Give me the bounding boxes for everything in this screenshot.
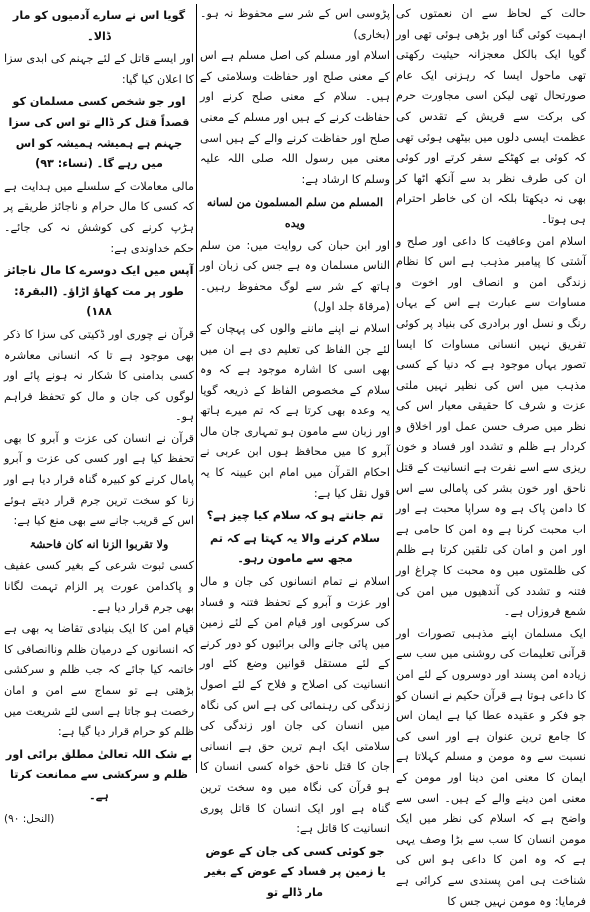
arabic-verse: ولا تقربوا الزنا انه کان فاحشۃ	[29, 536, 169, 551]
paragraph: کسی ثبوت شرعی کے بغیر کسی عفیف و پاکدامن عورت پر الزام تہمت لگانا بھی جرم قرار دیا ہے۔	[4, 559, 194, 614]
arabic-hadith: المسلم من سلم المسلمون من لسانه ویده	[206, 195, 384, 230]
paragraph: قرآن نے چوری اور ڈکیتی کی سزا کا ذکر بھی موجود ہے تا کہ انسانی معاشرہ کسی بدامنی کا شکار نہ ہونے پائے اور لوگوں کی جان و مال کو تحفظ فراہم ہو۔	[4, 327, 194, 424]
paragraph: ایک مسلمان اپنے مذہبی تصورات اور قرآنی تعلیمات کی روشنی میں سب سے زیادہ امن پسند اور دوسروں کے لئے امن کا داعی ہوتا ہے قرآن حکیم نے انسان کو جو فکر و عقیدہ عطا کیا ہے ایمان اس کا جامع ترین عنوان ہے اور اسی کی نسبت سے وہ مومن و مسلم کہلاتا ہے ایمان کا معنی امن دینا اور مومن کے معنی امن دینے والے کے ہیں۔ اسی سے واضح ہے کہ اسلام کی نظر میں ایک مومن انسان کا سب سے بڑا وصف یہی ہے کہ وہ امن کا داعی ہو اس کی شناخت ہی امن پسندی سے کرائی ہے فرمایا: وہ مومن نہیں جس کا	[396, 626, 586, 908]
paragraph: اسلام اور مسلم کی اصل مسلم ہے اس کے معنی صلح اور حفاظت وسلامتی کے ہیں۔ سلام کے معنی صلح کرنے اور حفاظت کرنے کے ہیں اور مسلم کے معنی صلح اور حفاظت کرنے والے کے ہیں اسی معنی میں رسول اللہ صلی اللہ علیہ وسلم کا ارشاد ہے:	[200, 49, 390, 186]
quotation: بے شک اللہ تعالیٰ مطلق برائی اور ظلم و سرکشی سے ممانعت کرتا ہے۔	[5, 747, 193, 802]
quotation: جو کوئی کسی کی جان کے عوض یا زمین پر فساد کے عوض کے بغیر مار ڈالے تو	[204, 844, 386, 899]
column-middle	[200, 4, 390, 899]
verse-reference: (النحل: ۹۰)	[4, 812, 55, 825]
quotation: گویا اس نے سارے آدمیوں کو مار ڈالا۔	[12, 9, 186, 43]
paragraph: مالی معاملات کے سلسلے میں ہدایت ہے کہ کسی کا مال حرام و ناجائز طریقے پر ہڑپ کرنے کی کوشش نہ کی جائے۔ حکم خداوندی ہے:	[4, 179, 194, 255]
newspaper-page	[4, 4, 586, 908]
column-left	[4, 4, 194, 825]
paragraph: اور ایسے قاتل کے لئے جہنم کی ابدی سزا کا اعلان کیا گیا:	[4, 52, 194, 86]
paragraph: اسلام امن وعافیت کا داعی اور صلح و آشتی کا پیامبر مذہب ہے اس کا نظام زندگی امن و انصاف اور اخوت و مساوات سے عبارت ہے اس کے یہاں رنگ و نسل اور برادری کی بنیاد پر کوئی تفریق نہیں انسانی مساوات کا ایسا تصور یہاں موجود ہے کہ دنیا کے کسی مذہب میں اس کی نظیر نہیں ملتی عزت و شرف کا حقیقی معیار اس کی نظر میں صرف حسن عمل اور اخلاق و کردار ہے ظلم و تشدد اور فساد و خون ریزی سے اسے نفرت ہے انسانیت کے قتل ناحق اور خون بشر کی پامالی سے اس کا دامن پاک ہے وہ سراپا محبت ہے اور اب محبت کرنا ہے وہ امن کا حامی ہے اور امن و امان کی تلقین کرتا ہے ظلم کی ظلمتوں میں وہ محبت کا چراغ اور فتنہ و تشدد کی آندھیوں میں امن کی شمع فروزاں ہے۔	[396, 234, 586, 619]
paragraph: قرآن نے انسان کی عزت و آبرو کا بھی تحفظ کیا ہے اور کسی کی عزت و آبرو پامال کرنے کو کبیرہ گناہ قرار دیا ہے اور زنا کو سخت ترین جرم قرار دیتے ہوئے اس کے قریب جانے سے بھی منع کیا ہے:	[4, 431, 194, 528]
paragraph: اسلام نے اپنے ماننے والوں کی پہچان کے لئے جن الفاظ کی تعلیم دی ہے ان میں بھی اسی کا اشارہ موجود ہے کہ وہ سلام کے مخصوص الفاظ کے ذریعہ گویا یہ وعدہ بھی کرتا ہے کہ تم میرے ہاتھ اور زبان سے مامون ہو تمہاری جان مال آبرو کا میں محافظ ہوں ابن عربی نے احکام القرآن میں امام ابن عیینہ کا یہ قول نقل کیا ہے:	[200, 321, 390, 500]
quotation: سلام کرنے والا یہ کہتا ہے کہ تم مجھ سے مامون رہو۔	[209, 531, 381, 566]
column-divider	[196, 4, 197, 773]
column-right	[396, 4, 586, 908]
paragraph: پڑوسی اس کے شر سے محفوظ نہ ہو۔ (بخاری)	[200, 7, 390, 41]
paragraph: اسلام نے تمام انسانوں کی جان و مال اور عزت و آبرو کے تحفظ فتنہ و فساد کی سرکوبی اور قیام امن کے لئے زمین میں پائی جانے والی برائیوں کو دور کرنے کے لئے مستقل قوانین وضع کئے اور انسانیت کی اصلاح و فلاح کے لئے اصول زندگی کی رہنمائی کی ہے اس کی نگاہ میں انسان کی جان اور زندگی کی سلامتی ایک اہم ترین حق ہے انسانی جان کا قتل ناحق خواہ کسی انسان کا ہو قرآن کی نگاہ میں وہ سخت ترین گناہ ہے اور ایک انسان کا قاتل پوری انسانیت کا قاتل ہے:	[200, 575, 390, 836]
paragraph: قیام امن کا ایک بنیادی تقاضا یہ بھی ہے کہ انسانوں کے درمیان ظلم وناانصافی کا خاتمہ کیا جائے کہ جب ظلم و سرکشی بڑھتی ہے تو سماج سے امن و امان رخصت ہو جاتا ہے اسی لئے شریعت میں ظلم کو حرام قرار دیا گیا ہے:	[4, 622, 194, 739]
column-divider	[393, 4, 394, 773]
quotation: تم جانتے ہو کہ سلام کیا چیز ہے؟	[206, 509, 384, 523]
quotation: اور جو شخص کسی مسلمان کو قصداً قتل کر ڈالے تو اس کی سزا جہنم ہے ہمیشہ ہمیشہ کو اس میں رہے گا۔ (نساء: ۹۳)	[8, 95, 190, 171]
paragraph: اور ابن حبان کی روایت میں: من سلم الناس مسلمان وہ ہے جس کی زبان اور ہاتھ کے شر سے لوگ محفوظ رہیں۔ (مرقاۃ جلد اول)	[200, 238, 390, 314]
quotation: آپس میں ایک دوسرے کا مال ناجائز طور پر مت کھاؤ اڑاؤ۔ (البقرۃ: ۱۸۸)	[4, 264, 194, 319]
paragraph: حالت کے لحاظ سے ان نعمتوں کی اہمیت کوئی گنا اور بڑھی ہوئی تھی اور گویا ایک بالکل معجزانہ حیثیت رکھتی تھی ماحول ایسا کہ رہزنی ایک عام صورتحال تھی لیکن اسی مجاورت حرم کی برکت سے قریش کے تقدس کی عظمت ایسی دلوں میں بیٹھی ہوئی تھی کہ کوئی بے کھٹکے سفر کرتے اور کوئی ان کی طرف نظر بد سے آنکھ اٹھا کر بھی نہ دیکھتا بلکہ ان کی خاطر احترام ہی ہوتا۔	[396, 7, 586, 226]
